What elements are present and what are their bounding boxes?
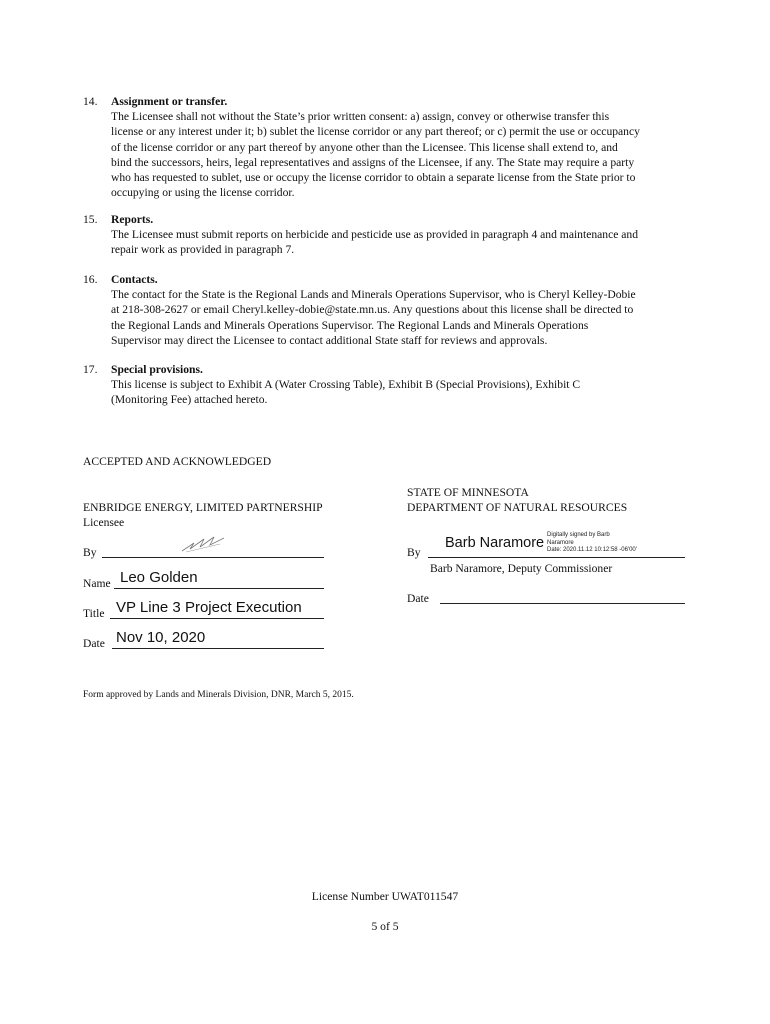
digital-signature-line: Date: 2020.11.12 10:12:58 -06'00' (547, 547, 637, 553)
licensee-title-field[interactable]: VP Line 3 Project Execution (116, 599, 302, 616)
section-text-line: Supervisor may direct the Licensee to contact additional State staff for reviews and approvals. (111, 333, 548, 347)
section-heading: Special provisions. (111, 363, 203, 376)
licensee-date-line (112, 648, 324, 649)
digital-signature-line: Naramore (547, 539, 574, 546)
section-text-line: occupying or using the license corridor. (111, 186, 295, 200)
section-text-line: repair work as provided in paragraph 7. (111, 243, 295, 257)
licensee-org: ENBRIDGE ENERGY, LIMITED PARTNERSHIP (83, 501, 323, 514)
section-text-line: license or any interest under it; b) sublet the license corridor or any part thereof; or c) permit the use or occupancy (111, 125, 640, 139)
state-date-line[interactable] (440, 603, 685, 604)
section-text-line: The contact for the State is the Regional Lands and Minerals Operations Supervisor, who is Cheryl Kelley-Dobie (111, 288, 636, 302)
state-date-label: Date (407, 592, 429, 605)
licensee-name-label: Name (83, 577, 111, 590)
section-text-line: This license is subject to Exhibit A (Water Crossing Table), Exhibit B (Special Provisions), Exhibit C (111, 378, 581, 392)
state-signature-line[interactable] (428, 557, 685, 558)
section-number: 15. (83, 213, 98, 226)
licensee-by-label: By (83, 546, 97, 559)
section-text-line: bind the successors, heirs, legal representatives and assigns of the Licensee, if any. The State may require a party (111, 155, 635, 169)
licensee-date-field[interactable]: Nov 10, 2020 (116, 629, 206, 646)
state-department: DEPARTMENT OF NATURAL RESOURCES (407, 501, 628, 514)
state-signer-caption: Barb Naramore, Deputy Commissioner (430, 562, 613, 575)
licensee-title-label: Title (83, 607, 105, 620)
section-number: 17. (83, 363, 98, 376)
section-text-line: at 218-308-2627 or email Cheryl.kelley-dobie@state.mn.us. Any questions about this license shall be directed to (111, 303, 634, 317)
section-text-line: who has requested to sublet, use or occupy the license corridor to obtain a separate license from the State prior to (111, 171, 636, 185)
section-text-line: (Monitoring Fee) attached hereto. (111, 393, 268, 407)
licensee-signature-line[interactable] (102, 557, 324, 558)
licensee-name-field[interactable]: Leo Golden (120, 569, 198, 586)
digital-signature-line: Digitally signed by Barb (547, 532, 610, 538)
state-name: STATE OF MINNESOTA (407, 486, 529, 499)
page-number: 5 of 5 (371, 920, 399, 933)
licensee-date-label: Date (83, 637, 105, 650)
licensee-signature-scribble (180, 534, 232, 554)
section-heading: Contacts. (111, 273, 158, 286)
licensee-title-line (110, 618, 324, 619)
section-heading: Reports. (111, 213, 154, 226)
digital-signature-stamp (547, 532, 637, 555)
section-text-line: of the license corridor or any part thereof by anyone other than the Licensee. This license shall extend to, and (111, 140, 618, 154)
section-text-line: the Regional Lands and Minerals Operations Supervisor. The Regional Lands and Minerals Operations (111, 318, 589, 332)
licensee-role: Licensee (83, 516, 125, 529)
section-number: 16. (83, 273, 98, 286)
licensee-name-line (114, 588, 324, 589)
section-text-line: The Licensee must submit reports on herbicide and pesticide use as provided in paragraph 4 and maintenance and (111, 228, 639, 242)
state-by-label: By (407, 546, 421, 559)
section-heading: Assignment or transfer. (111, 95, 228, 108)
section-text-line: The Licensee shall not without the State’s prior written consent: a) assign, convey or otherwise transfer this (111, 110, 610, 124)
form-approval-note: Form approved by Lands and Minerals Division, DNR, March 5, 2015. (83, 690, 354, 700)
state-signature-name: Barb Naramore (445, 535, 545, 551)
license-number: License Number UWAT011547 (311, 890, 459, 903)
section-number: 14. (83, 95, 98, 108)
accepted-heading: ACCEPTED AND ACKNOWLEDGED (83, 455, 272, 468)
